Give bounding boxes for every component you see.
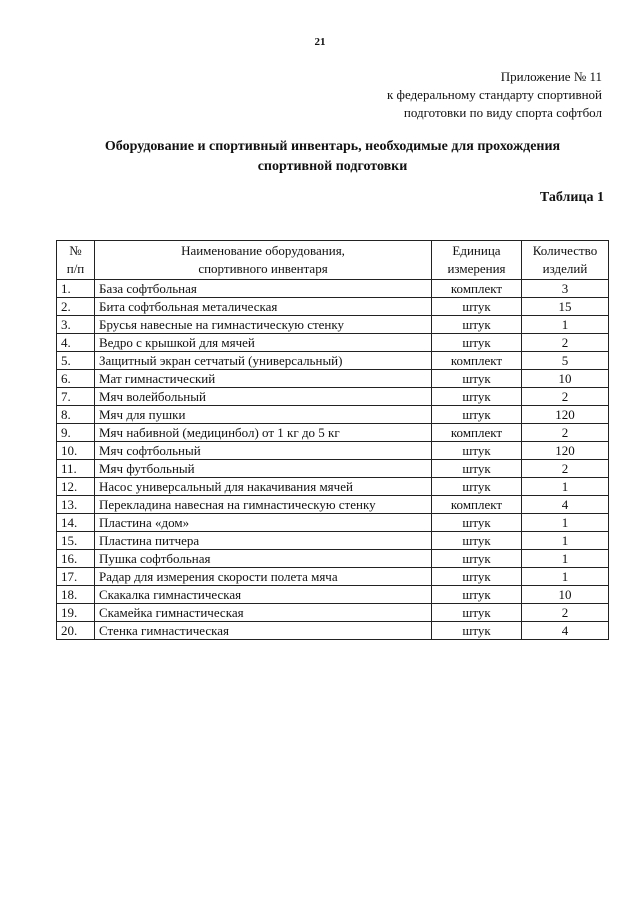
unit-cell: штук xyxy=(432,334,522,352)
appendix-header xyxy=(387,68,602,122)
row-number-cell: 6. xyxy=(57,370,95,388)
table-row xyxy=(57,424,609,442)
table-row xyxy=(57,622,609,640)
item-name-cell: Пушка софтбольная xyxy=(95,550,432,568)
quantity-cell: 5 xyxy=(522,352,609,370)
row-number-cell: 2. xyxy=(57,298,95,316)
header-quantity xyxy=(522,241,609,280)
table-row xyxy=(57,604,609,622)
table-row xyxy=(57,298,609,316)
quantity-cell: 120 xyxy=(522,406,609,424)
table-row xyxy=(57,514,609,532)
header-quantity-line-1: Количество xyxy=(532,243,598,258)
appendix-line-3: подготовки по виду спорта софтбол xyxy=(403,105,602,120)
table-row xyxy=(57,568,609,586)
quantity-cell: 4 xyxy=(522,622,609,640)
item-name-cell: Ведро с крышкой для мячей xyxy=(95,334,432,352)
quantity-cell: 4 xyxy=(522,496,609,514)
table-row xyxy=(57,388,609,406)
item-name-cell: Бита софтбольная металическая xyxy=(95,298,432,316)
appendix-line-2: к федеральному стандарту спортивной xyxy=(386,87,602,102)
unit-cell: комплект xyxy=(432,280,522,298)
table-row xyxy=(57,352,609,370)
quantity-cell: 1 xyxy=(522,568,609,586)
row-number-cell: 18. xyxy=(57,586,95,604)
item-name-cell: База софтбольная xyxy=(95,280,432,298)
row-number-cell: 9. xyxy=(57,424,95,442)
quantity-cell: 1 xyxy=(522,478,609,496)
table-row xyxy=(57,460,609,478)
quantity-cell: 2 xyxy=(522,424,609,442)
unit-cell: штук xyxy=(432,406,522,424)
unit-cell: штук xyxy=(432,514,522,532)
row-number-cell: 8. xyxy=(57,406,95,424)
item-name-cell: Мяч футбольный xyxy=(95,460,432,478)
unit-cell: штук xyxy=(432,442,522,460)
unit-cell: штук xyxy=(432,316,522,334)
item-name-cell: Мат гимнастический xyxy=(95,370,432,388)
table-label: Таблица 1 xyxy=(539,190,604,205)
table-header-row xyxy=(57,241,609,280)
row-number-cell: 15. xyxy=(57,532,95,550)
unit-cell: штук xyxy=(432,532,522,550)
item-name-cell: Радар для измерения скорости полета мяча xyxy=(95,568,432,586)
page-number: 21 xyxy=(314,36,326,48)
header-unit-line-1: Единица xyxy=(452,243,501,258)
unit-cell: комплект xyxy=(432,352,522,370)
document-title-line-1: Оборудование и спортивный инвентарь, необходимые для прохождения xyxy=(104,139,561,154)
unit-cell: штук xyxy=(432,460,522,478)
table-row xyxy=(57,280,609,298)
row-number-cell: 16. xyxy=(57,550,95,568)
header-unit-line-2: измерения xyxy=(447,261,506,276)
quantity-cell: 3 xyxy=(522,280,609,298)
header-number-line-1: № xyxy=(69,243,82,258)
row-number-cell: 5. xyxy=(57,352,95,370)
row-number-cell: 11. xyxy=(57,460,95,478)
row-number-cell: 13. xyxy=(57,496,95,514)
row-number-cell: 19. xyxy=(57,604,95,622)
quantity-cell: 1 xyxy=(522,532,609,550)
equipment-table xyxy=(56,240,609,640)
table-body xyxy=(57,280,609,640)
item-name-cell: Мяч волейбольный xyxy=(95,388,432,406)
unit-cell: комплект xyxy=(432,424,522,442)
row-number-cell: 1. xyxy=(57,280,95,298)
quantity-cell: 15 xyxy=(522,298,609,316)
quantity-cell: 10 xyxy=(522,370,609,388)
item-name-cell: Перекладина навесная на гимнастическую стенку xyxy=(95,496,432,514)
item-name-cell: Скамейка гимнастическая xyxy=(95,604,432,622)
item-name-cell: Пластина «дом» xyxy=(95,514,432,532)
header-number-line-2: п/п xyxy=(66,261,85,276)
table-row xyxy=(57,496,609,514)
header-name xyxy=(95,241,432,280)
quantity-cell: 2 xyxy=(522,334,609,352)
header-name-line-2: спортивного инвентаря xyxy=(198,261,328,276)
unit-cell: штук xyxy=(432,478,522,496)
quantity-cell: 2 xyxy=(522,604,609,622)
table-row xyxy=(57,406,609,424)
table-row xyxy=(57,334,609,352)
row-number-cell: 4. xyxy=(57,334,95,352)
table-row xyxy=(57,316,609,334)
quantity-cell: 1 xyxy=(522,316,609,334)
row-number-cell: 20. xyxy=(57,622,95,640)
unit-cell: штук xyxy=(432,586,522,604)
unit-cell: штук xyxy=(432,604,522,622)
item-name-cell: Насос универсальный для накачивания мячей xyxy=(95,478,432,496)
table-row xyxy=(57,532,609,550)
item-name-cell: Скакалка гимнастическая xyxy=(95,586,432,604)
unit-cell: штук xyxy=(432,370,522,388)
row-number-cell: 10. xyxy=(57,442,95,460)
quantity-cell: 1 xyxy=(522,514,609,532)
unit-cell: комплект xyxy=(432,496,522,514)
quantity-cell: 120 xyxy=(522,442,609,460)
quantity-cell: 10 xyxy=(522,586,609,604)
document-title xyxy=(60,137,605,177)
header-quantity-line-2: изделий xyxy=(542,261,588,276)
item-name-cell: Пластина питчера xyxy=(95,532,432,550)
item-name-cell: Стенка гимнастическая xyxy=(95,622,432,640)
table-row xyxy=(57,370,609,388)
unit-cell: штук xyxy=(432,568,522,586)
item-name-cell: Мяч софтбольный xyxy=(95,442,432,460)
appendix-line-1: Приложение № 11 xyxy=(500,69,602,84)
unit-cell: штук xyxy=(432,388,522,406)
item-name-cell: Мяч для пушки xyxy=(95,406,432,424)
document-title-line-2: спортивной подготовки xyxy=(257,159,408,174)
item-name-cell: Мяч набивной (медицинбол) от 1 кг до 5 кг xyxy=(95,424,432,442)
item-name-cell: Брусья навесные на гимнастическую стенку xyxy=(95,316,432,334)
row-number-cell: 7. xyxy=(57,388,95,406)
header-unit xyxy=(432,241,522,280)
row-number-cell: 17. xyxy=(57,568,95,586)
unit-cell: штук xyxy=(432,622,522,640)
unit-cell: штук xyxy=(432,550,522,568)
unit-cell: штук xyxy=(432,298,522,316)
quantity-cell: 2 xyxy=(522,460,609,478)
table-row xyxy=(57,550,609,568)
row-number-cell: 3. xyxy=(57,316,95,334)
quantity-cell: 1 xyxy=(522,550,609,568)
quantity-cell: 2 xyxy=(522,388,609,406)
table-row xyxy=(57,478,609,496)
row-number-cell: 14. xyxy=(57,514,95,532)
header-name-line-1: Наименование оборудования, xyxy=(181,243,345,258)
table-row xyxy=(57,442,609,460)
item-name-cell: Защитный экран сетчатый (универсальный) xyxy=(95,352,432,370)
row-number-cell: 12. xyxy=(57,478,95,496)
table-row xyxy=(57,586,609,604)
header-number xyxy=(57,241,95,280)
